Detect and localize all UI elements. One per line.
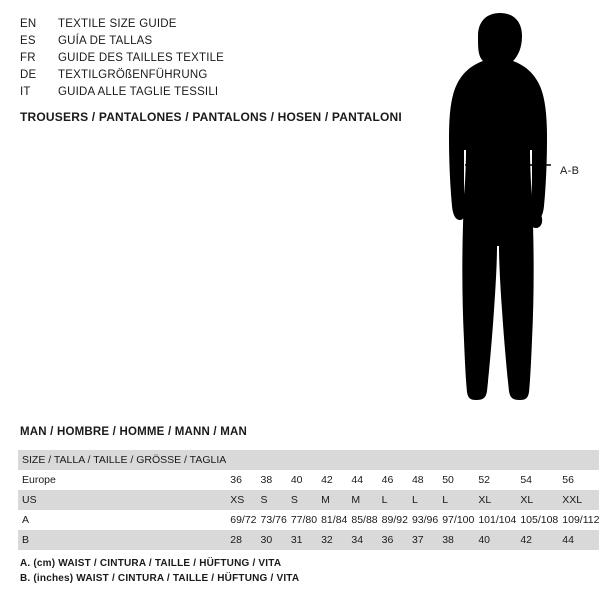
cell: 89/92 [381, 514, 408, 526]
measure-label-ab: A-B [560, 165, 580, 177]
cell: 93/96 [411, 514, 439, 526]
language-label: GUIDA ALLE TAGLIE TESSILI [58, 86, 219, 98]
cell [226, 450, 256, 470]
cell: 97/100 [442, 514, 475, 526]
footnote-b: B. (inches) WAIST / CINTURA / TAILLE / HÜFTUNG / VITA [20, 573, 300, 584]
cell: 31 [287, 530, 317, 550]
language-code: ES [20, 35, 36, 47]
cell [317, 450, 347, 470]
row-label: US [18, 490, 226, 510]
cell: 42 [516, 530, 558, 550]
cell [347, 450, 377, 470]
cell: 34 [347, 530, 377, 550]
silhouette-icon [400, 10, 600, 410]
cell: XS [226, 490, 256, 510]
language-code: IT [20, 86, 31, 98]
table-row [18, 510, 599, 530]
cell [558, 450, 599, 470]
cell: 46 [381, 474, 394, 486]
language-label: GUÍA DE TALLAS [58, 35, 153, 47]
cell [516, 450, 558, 470]
cell: 109/112 [562, 514, 600, 526]
table-row [18, 470, 599, 490]
language-code: DE [20, 69, 37, 81]
cell: XL [516, 490, 558, 510]
cell: 81/84 [321, 514, 348, 526]
cell [257, 450, 287, 470]
cell: 48 [411, 474, 424, 486]
cell: 105/108 [520, 514, 559, 526]
footnote-a: A. (cm) WAIST / CINTURA / TAILLE / HÜFTUNG / VITA [20, 558, 282, 569]
language-row [20, 33, 320, 50]
cell: 44 [558, 530, 599, 550]
language-label: TEXTILGRÖßENFÜHRUNG [58, 69, 208, 81]
cell: M [317, 490, 347, 510]
cell: 40 [290, 474, 303, 486]
language-code: EN [20, 18, 37, 30]
cell: XL [474, 490, 516, 510]
row-label: SIZE / TALLA / TAILLE / GRÖSSE / TAGLIA [18, 450, 226, 470]
cell: S [287, 490, 317, 510]
cell: 42 [321, 474, 333, 486]
table-row [18, 450, 599, 470]
table-row [18, 490, 599, 510]
cell: 30 [257, 530, 287, 550]
language-label: TEXTILE SIZE GUIDE [58, 18, 177, 30]
language-list [20, 16, 320, 101]
cell: 77/80 [290, 514, 318, 526]
footnotes [20, 556, 299, 586]
table-row [18, 530, 599, 550]
row-label: A [22, 514, 30, 526]
size-table [18, 450, 599, 550]
cell: 38 [438, 530, 474, 550]
cell: XXL [558, 490, 599, 510]
language-label: GUIDE DES TAILLES TEXTILE [58, 52, 225, 64]
cell: 73/76 [260, 514, 287, 526]
cell: 101/104 [478, 514, 517, 526]
cell [408, 450, 438, 470]
cell: L [408, 490, 438, 510]
cell: 52 [478, 474, 491, 486]
cell: 37 [408, 530, 438, 550]
cell: 56 [562, 474, 574, 486]
body-silhouette-figure [400, 10, 600, 410]
cell: S [257, 490, 287, 510]
cell: 36 [230, 474, 242, 486]
cell: 50 [442, 474, 454, 486]
cell: L [378, 490, 408, 510]
language-row [20, 50, 320, 67]
row-label: Europe [22, 474, 56, 486]
cell [474, 450, 516, 470]
cell: L [438, 490, 474, 510]
table-caption: MAN / HOMBRE / HOMME / MANN / MAN [20, 426, 248, 438]
language-row [20, 16, 320, 33]
row-label: B [18, 530, 226, 550]
cell: 36 [378, 530, 408, 550]
cell [287, 450, 317, 470]
language-code: FR [20, 52, 36, 64]
cell: 32 [317, 530, 347, 550]
language-row [20, 84, 320, 101]
cell: 28 [226, 530, 256, 550]
cell: 40 [474, 530, 516, 550]
section-title: TROUSERS / PANTALONES / PANTALONS / HOSEN / PANTALONI [20, 110, 402, 124]
language-row [20, 67, 320, 84]
cell: 44 [351, 474, 364, 486]
cell: 54 [520, 474, 532, 486]
cell [438, 450, 474, 470]
cell: 85/88 [351, 514, 378, 526]
cell: 69/72 [230, 514, 257, 526]
cell: M [347, 490, 377, 510]
cell [378, 450, 408, 470]
cell: 38 [260, 474, 273, 486]
